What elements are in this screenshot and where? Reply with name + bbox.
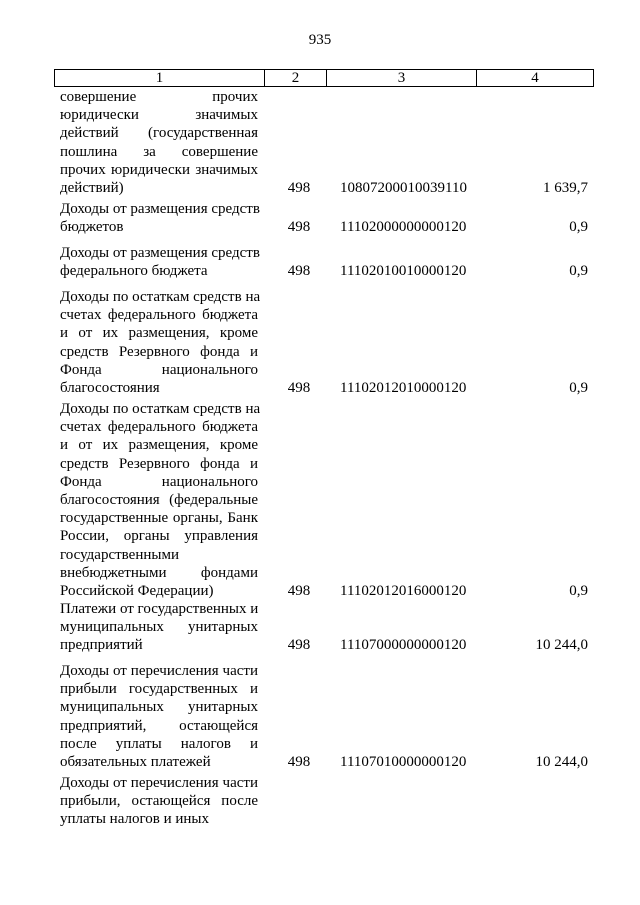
amount: 0,9 [569, 263, 588, 280]
description-line: обязательных платежей [60, 754, 211, 771]
classification-code: 11102012016000120 [340, 583, 467, 599]
row-description [60, 88, 258, 197]
description-line: прочих юридически значимых [60, 161, 258, 178]
description-line: после уплаты налогов и [60, 735, 258, 752]
description-line: Доходы по остаткам средств на [60, 401, 261, 417]
amount: 10 244,0 [535, 754, 588, 770]
description-line: Доходы от размещения средств [60, 201, 260, 217]
classification-code: 11107000000000120 [340, 637, 467, 654]
description-line: бюджетов [60, 219, 124, 236]
row-description [60, 200, 258, 236]
row-description [60, 600, 258, 655]
description-line: средств Резервного фонда и [60, 343, 258, 360]
description-line: Доходы по остаткам средств на [60, 289, 261, 305]
description-line: пошлина за совершение [60, 143, 258, 160]
classification-code: 11107010000000120 [340, 754, 467, 770]
header-col-2: 2 [265, 70, 327, 86]
description-line: средств Резервного фонда и [60, 455, 258, 472]
amount: 10 244,0 [535, 637, 588, 654]
row-description [60, 400, 261, 600]
description-line: государственными [60, 546, 179, 563]
description-line: благосостояния (федеральные [60, 492, 258, 509]
amount: 0,9 [569, 219, 588, 236]
amount: 1 639,7 [543, 180, 588, 196]
description-line: федерального бюджета [60, 263, 208, 280]
description-line: Доходы от перечисления части [60, 775, 258, 791]
description-line: предприятий [60, 637, 143, 654]
classification-code: 11102000000000120 [340, 219, 467, 236]
description-line: прибыли, остающейся после [60, 793, 258, 810]
classification-code: 10807200010039110 [340, 180, 467, 196]
description-line: государственные органы, Банк [60, 510, 258, 527]
admin-code: 498 [287, 219, 311, 236]
row-description [60, 288, 261, 397]
admin-code: 498 [287, 583, 311, 599]
admin-code: 498 [287, 263, 311, 280]
amount: 0,9 [569, 583, 588, 599]
description-line: действий) [60, 180, 124, 197]
description-line: совершение прочих [60, 89, 258, 105]
description-line: Доходы от перечисления части [60, 663, 258, 679]
description-line: Российской Федерации) [60, 583, 214, 600]
description-line: Доходы от размещения средств [60, 245, 260, 261]
header-col-1: 1 [55, 70, 265, 86]
admin-code: 498 [287, 380, 311, 396]
description-line: прибыли государственных и [60, 681, 258, 698]
description-line: муниципальных унитарных [60, 619, 258, 636]
description-line: Фонда национального [60, 361, 258, 378]
description-line: и от их размещения, кроме [60, 325, 258, 342]
description-line: муниципальных унитарных [60, 699, 258, 716]
header-col-3: 3 [327, 70, 477, 86]
row-description [60, 662, 258, 771]
description-line: благосостояния [60, 380, 160, 397]
classification-code: 11102010010000120 [340, 263, 467, 280]
admin-code: 498 [287, 180, 311, 196]
description-line: России, органы управления [60, 528, 258, 545]
description-line: Платежи от государственных и [60, 601, 259, 617]
description-line: счетах федерального бюджета [60, 419, 258, 436]
admin-code: 498 [287, 637, 311, 654]
description-line: счетах федерального бюджета [60, 307, 258, 324]
description-line: предприятий, остающейся [60, 717, 258, 734]
page-number: 935 [308, 32, 332, 48]
table-header [54, 69, 594, 87]
row-description [60, 774, 258, 829]
amount: 0,9 [569, 380, 588, 396]
description-line: Фонда национального [60, 473, 258, 490]
description-line: внебюджетными фондами [60, 564, 258, 581]
description-line: уплаты налогов и иных [60, 811, 209, 828]
header-col-4: 4 [531, 70, 539, 86]
row-description [60, 244, 258, 280]
description-line: действий (государственная [60, 125, 258, 142]
classification-code: 11102012010000120 [340, 380, 467, 396]
description-line: и от их размещения, кроме [60, 437, 258, 454]
admin-code: 498 [287, 754, 311, 770]
description-line: юридически значимых [60, 107, 258, 124]
